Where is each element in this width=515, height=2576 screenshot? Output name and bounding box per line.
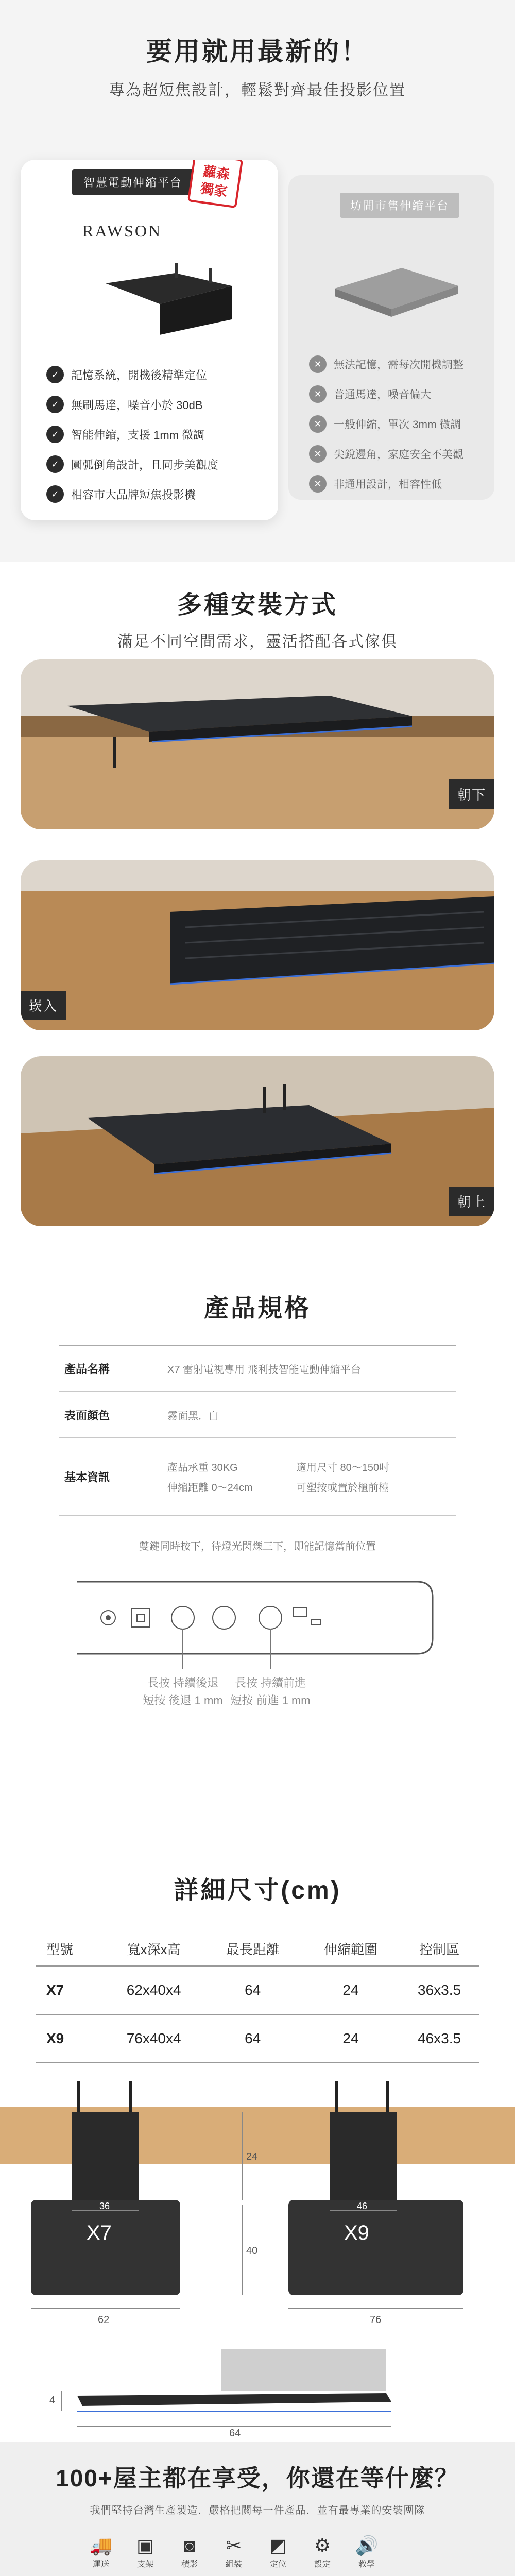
panel-caption-right: 長按 持續前進 短按 前進 1 mm <box>230 1676 311 1707</box>
install-title: 多種安裝方式 <box>177 591 338 619</box>
market-card <box>288 175 494 500</box>
cross-icon: ✕ <box>309 445 327 463</box>
install-photo-under <box>21 659 494 829</box>
spec-row: 表面顏色 霧面黑．白 <box>59 1392 456 1438</box>
dimension-section: 詳細尺寸(cm) 型號 寬x深x高 最長距離 伸縮範圍 控制區 X7 62x40x4 64 24 36x3.5 X9 76x40x4 64 24 46x3.5 X7 X9 36 46 62 76 24 40 4 64 <box>0 1855 515 2442</box>
x9-label: X9 <box>344 2222 369 2244</box>
cross-icon: ✕ <box>309 415 327 433</box>
list-item: ✕ 非通用設計，相容性低 <box>309 475 464 493</box>
service-item: ◙ 積影 <box>174 2535 205 2569</box>
table-header-row: 型號 寬x深x高 最長距離 伸縮範圍 控制區 <box>46 1942 460 1957</box>
install-photo-embedded <box>21 860 494 1030</box>
hero-subtitle: 專為超短焦設計，輕鬆對齊最佳投影位置 <box>109 82 406 99</box>
rawson-card <box>21 160 278 520</box>
list-item: ✓ 圓弧倒角設計，且同步美觀度 <box>46 455 218 473</box>
install-label-top: 朝上 <box>449 1187 494 1216</box>
spec-row: 基本資訊 產品承重 30KG 伸縮距離 0～24cm 適用尺寸 80～150吋 可塑按或置於櫃前檯 <box>59 1438 456 1516</box>
cta-title: 100+屋主都在享受，你還在等什麼？ <box>56 2465 459 2492</box>
cross-icon: ✕ <box>309 385 327 403</box>
hero-section <box>0 0 515 562</box>
cross-icon: ✕ <box>309 475 327 493</box>
check-icon: ✓ <box>46 485 64 503</box>
list-item: ✕ 尖銳邊角，家庭安全不美觀 <box>309 445 464 463</box>
projector-icon: ◙ <box>184 2535 195 2556</box>
list-item: ✓ 無刷馬達，噪音小於 30dB <box>46 396 218 413</box>
hero-title: 要用就用最新的！ <box>146 37 369 66</box>
market-product-image <box>324 258 464 335</box>
dimension-title: 詳細尺寸(cm) <box>174 1877 341 1904</box>
market-feature-list <box>309 355 464 500</box>
service-item: ▣ 支架 <box>129 2535 161 2569</box>
service-item: ✂ 組裝 <box>218 2535 250 2569</box>
service-item: 🔊 教學 <box>351 2535 383 2569</box>
service-icons <box>85 2535 383 2569</box>
tools-icon: ✂ <box>226 2535 242 2556</box>
top-mount-illustration <box>21 1056 494 1226</box>
comparison <box>21 149 494 520</box>
rawson-feature-list <box>46 366 218 515</box>
list-item: ✕ 普通馬達，噪音偏大 <box>309 385 464 403</box>
cta-section <box>0 2442 515 2576</box>
panel-note: 雙鍵同時按下，待燈光閃爍三下，即能記憶當前位置 <box>139 1541 376 1552</box>
brand-logo: RAWSON <box>82 222 162 240</box>
list-item: ✕ 一般伸縮，單次 3mm 微調 <box>309 415 464 433</box>
check-icon: ✓ <box>46 426 64 443</box>
install-subtitle: 滿足不同空間需求，靈活搭配各式傢俱 <box>117 633 398 650</box>
install-photo-top <box>21 1056 494 1226</box>
install-section <box>0 562 515 1252</box>
settings-icon: ⚙ <box>314 2535 331 2556</box>
install-label-embedded: 崁入 <box>21 991 66 1020</box>
under-mount-illustration <box>21 659 494 829</box>
install-label-under: 朝下 <box>449 779 494 809</box>
audio-icon: 🔊 <box>355 2535 379 2556</box>
check-icon: ✓ <box>46 366 64 383</box>
list-item: ✓ 智能伸縮，支援 1mm 微調 <box>46 426 218 443</box>
rawson-tag: 智慧電動伸縮平台 <box>72 169 194 195</box>
position-icon: ◩ <box>269 2535 287 2556</box>
truck-icon: 🚚 <box>89 2535 113 2556</box>
dimension-table <box>36 1932 479 2063</box>
exclusive-badge: 蘿森 獨家 <box>187 160 243 208</box>
market-tag: 坊間市售伸縮平台 <box>340 193 459 218</box>
table-row: X9 76x40x4 64 24 46x3.5 <box>36 2014 479 2063</box>
service-item: ⚙ 設定 <box>306 2535 338 2569</box>
cross-icon: ✕ <box>309 355 327 373</box>
list-item: ✓ 相容市大品牌短焦投影機 <box>46 485 218 503</box>
panel-caption-left: 長按 持續後退 短按 後退 1 mm <box>143 1676 223 1707</box>
wallmount-icon: ▣ <box>136 2535 154 2556</box>
service-item: 🚚 運送 <box>85 2535 117 2569</box>
cta-subtitle: 我們堅持台灣生產製造．嚴格把關每一件產品．並有最專業的安裝團隊 <box>90 2505 425 2516</box>
embedded-illustration <box>21 860 494 1030</box>
spec-table <box>59 1345 456 1516</box>
rawson-product-image <box>98 258 237 335</box>
list-item: ✕ 無法記憶，需每次開機調整 <box>309 355 464 373</box>
table-row: X7 62x40x4 64 24 36x3.5 <box>36 1966 479 2014</box>
spec-section <box>0 1252 515 1855</box>
spec-title: 產品規格 <box>203 1295 311 1322</box>
x7-label: X7 <box>87 2222 112 2244</box>
check-icon: ✓ <box>46 455 64 473</box>
check-icon: ✓ <box>46 396 64 413</box>
spec-row: 產品名稱 X7 雷射電視專用 飛利技智能電動伸縮平台 <box>59 1346 456 1392</box>
service-item: ◩ 定位 <box>262 2535 294 2569</box>
list-item: ✓ 記憶系統，開機後精準定位 <box>46 366 218 383</box>
